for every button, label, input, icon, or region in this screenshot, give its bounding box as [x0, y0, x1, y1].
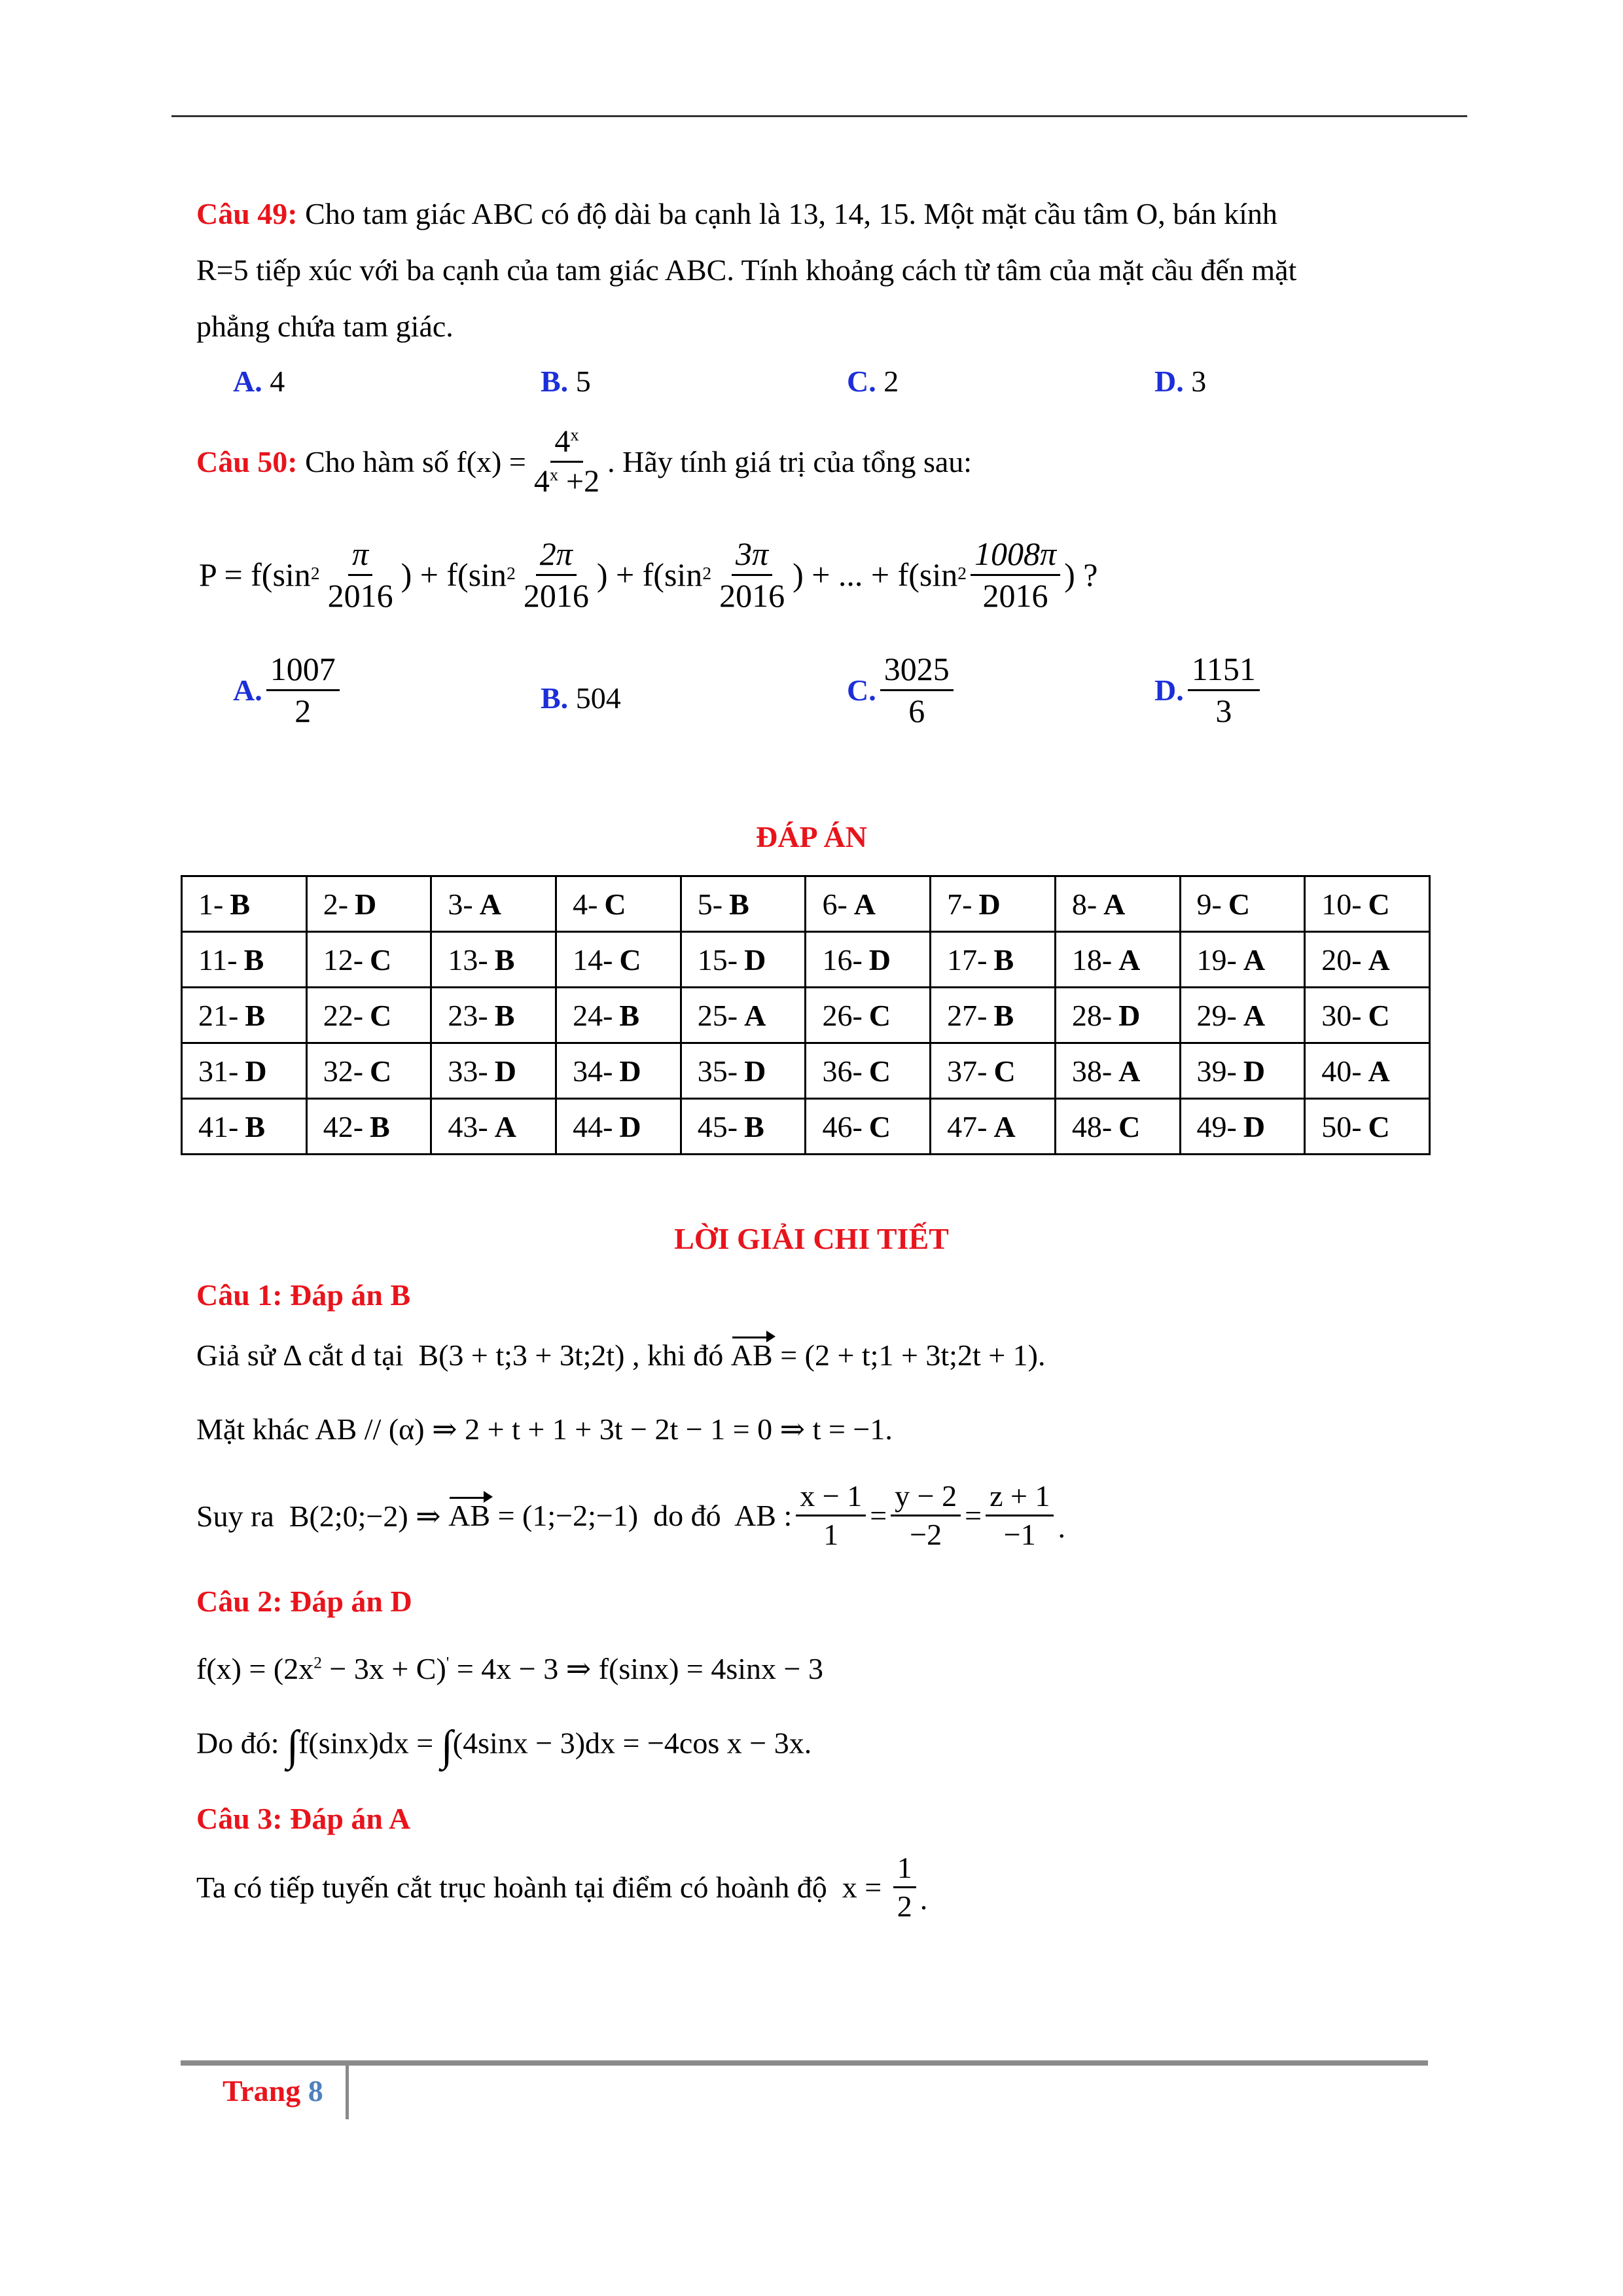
- answer-letter: C: [370, 998, 392, 1032]
- integral-sign: ∫: [440, 1722, 453, 1770]
- answer-number: 33-: [448, 1054, 488, 1088]
- answers-row: [182, 932, 1430, 988]
- header-rule: [171, 115, 1467, 117]
- s1-line-2: Mặt khác AB // (α) ⇒ 2 + t + 1 + 3t − 2t − 1 = 0 ⇒ t = −1.: [196, 1412, 893, 1446]
- answer-letter: A: [479, 887, 501, 921]
- answer-cell: [556, 1043, 681, 1099]
- answer-letter: C: [1368, 887, 1390, 921]
- answer-number: 39-: [1196, 1054, 1237, 1088]
- answer-letter: D: [744, 942, 766, 977]
- answer-number: 17-: [947, 942, 988, 977]
- answer-letter: B: [245, 998, 266, 1032]
- q49-line-2: [196, 253, 1296, 287]
- answer-number: 2-: [323, 887, 349, 921]
- answer-letter: A: [1118, 942, 1141, 977]
- answer-cell: [431, 988, 556, 1043]
- s1-heading: Câu 1: Đáp án B: [196, 1278, 411, 1312]
- answer-cell: [182, 1043, 307, 1099]
- answer-number: 32-: [323, 1054, 364, 1088]
- s2-heading: Câu 2: Đáp án D: [196, 1585, 412, 1618]
- q49-text-3: phẳng chứa tam giác.: [196, 310, 454, 343]
- q49-line-3: [196, 309, 454, 344]
- answer-letter: D: [868, 942, 891, 977]
- answer-number: 36-: [822, 1054, 863, 1088]
- answer-number: 10-: [1321, 887, 1362, 921]
- answer-number: 35-: [697, 1054, 738, 1088]
- answer-cell: [431, 1043, 556, 1099]
- answer-number: 38-: [1071, 1054, 1113, 1088]
- answer-cell: [182, 988, 307, 1043]
- q50-label: Câu 50:: [196, 445, 298, 479]
- answer-number: 5-: [697, 887, 723, 921]
- answer-letter: C: [1368, 998, 1390, 1032]
- answer-number: 41-: [198, 1109, 239, 1143]
- answer-cell: [931, 876, 1056, 932]
- answer-letter: C: [1118, 1109, 1141, 1143]
- answer-number: 3-: [448, 887, 473, 921]
- answer-letter: A: [993, 1109, 1016, 1143]
- q49-option-c[interactable]: C. 2: [847, 365, 899, 398]
- s2-line-1: $f(x) = (2x^2 - 3x + C)' = 4x - 3$ ⇒ f(sinx) = 4sinx − 3: [196, 1652, 823, 1685]
- solutions-title: LỜI GIẢI CHI TIẾT: [674, 1222, 949, 1255]
- answer-cell: [1055, 932, 1180, 988]
- answer-cell: [1180, 988, 1305, 1043]
- answer-number: 28-: [1071, 998, 1113, 1032]
- q50-line-1: Câu 50: Cho hàm số f(x) = $\frac{4^x}{4^x +2}$ . Hãy tính giá trị của tổng sau:: [196, 424, 972, 499]
- answer-number: 27-: [947, 998, 988, 1032]
- answer-cell: [931, 932, 1056, 988]
- answer-number: 23-: [448, 998, 488, 1032]
- answer-letter: A: [494, 1109, 516, 1143]
- answer-cell: [931, 988, 1056, 1043]
- answer-cell: [556, 932, 681, 988]
- answer-cell: [431, 1099, 556, 1155]
- answer-letter: D: [744, 1054, 766, 1088]
- answer-cell: [681, 1043, 806, 1099]
- answer-number: 26-: [822, 998, 863, 1032]
- integral-sign: ∫: [287, 1722, 299, 1770]
- page-number: [223, 2073, 323, 2108]
- answer-letter: B: [245, 1109, 266, 1143]
- answer-number: 12-: [323, 942, 364, 977]
- answer-number: 19-: [1196, 942, 1237, 977]
- answer-number: 15-: [697, 942, 738, 977]
- answer-letter: B: [230, 887, 251, 921]
- answer-number: 40-: [1321, 1054, 1362, 1088]
- q50-function-fraction: $\frac{4^x}{4^x +2}$: [533, 424, 600, 499]
- answer-number: 7-: [947, 887, 972, 921]
- answer-number: 9-: [1196, 887, 1222, 921]
- answer-number: 37-: [947, 1054, 988, 1088]
- answer-letter: B: [494, 942, 515, 977]
- answer-cell: [806, 932, 931, 988]
- answer-letter: A: [853, 887, 876, 921]
- answer-number: 11-: [198, 942, 238, 977]
- answer-letter: D: [245, 1054, 267, 1088]
- answer-letter: D: [1243, 1109, 1266, 1143]
- footer-rule: [181, 2060, 1428, 2066]
- answer-number: 18-: [1071, 942, 1113, 977]
- answer-cell: [306, 1043, 431, 1099]
- q50-function-lhs: f(x) =: [456, 445, 526, 479]
- answer-cell: [806, 1043, 931, 1099]
- q49-option-b[interactable]: B. 5: [541, 365, 591, 398]
- answer-number: 24-: [573, 998, 613, 1032]
- answer-number: 44-: [573, 1109, 613, 1143]
- answer-cell: [1055, 988, 1180, 1043]
- s1-line-1: Giả sử Δ cắt d tại B(3 + t;3 + 3t;2t) , khi đó AB = (2 + t;1 + 3t;2t + 1).: [196, 1338, 1046, 1372]
- answer-letter: C: [993, 1054, 1016, 1088]
- answer-number: 47-: [947, 1109, 988, 1143]
- answers-row: [182, 988, 1430, 1043]
- answer-letter: C: [868, 1054, 891, 1088]
- answers-row: [182, 876, 1430, 932]
- answer-cell: [306, 876, 431, 932]
- answer-letter: D: [978, 887, 1001, 921]
- answer-cell: [431, 932, 556, 988]
- answer-number: 34-: [573, 1054, 613, 1088]
- page-value: 8: [308, 2074, 323, 2108]
- answers-table: [181, 875, 1431, 1155]
- answer-cell: [1305, 876, 1430, 932]
- q49-line-1: [196, 196, 1277, 231]
- answer-cell: [182, 1099, 307, 1155]
- answer-cell: [681, 876, 806, 932]
- s3-line-1: Ta có tiếp tuyến cắt trục hoành tại điểm có hoành độ x = $\frac{1}{2}$ .: [196, 1851, 928, 1924]
- answer-letter: C: [619, 942, 641, 977]
- s3-heading: Câu 3: Đáp án A: [196, 1802, 411, 1835]
- answer-number: 49-: [1196, 1109, 1237, 1143]
- answer-number: 16-: [822, 942, 863, 977]
- answer-letter: D: [355, 887, 377, 921]
- answer-letter: A: [1243, 998, 1266, 1032]
- answer-number: 4-: [573, 887, 598, 921]
- answer-number: 42-: [323, 1109, 364, 1143]
- answer-number: 21-: [198, 998, 239, 1032]
- answer-letter: B: [993, 998, 1014, 1032]
- answer-number: 31-: [198, 1054, 239, 1088]
- q50-option-d[interactable]: D. $\frac{1151}{3}$: [1154, 652, 1264, 728]
- answers-row: [182, 1043, 1430, 1099]
- answer-letter: A: [1368, 942, 1390, 977]
- answer-letter: B: [619, 998, 640, 1032]
- answer-cell: [1305, 988, 1430, 1043]
- answer-number: 43-: [448, 1109, 488, 1143]
- answer-number: 20-: [1321, 942, 1362, 977]
- answer-letter: A: [1103, 887, 1126, 921]
- q49-text-1: Cho tam giác ABC có độ dài ba cạnh là 13, 14, 15. Một mặt cầu tâm O, bán kính: [297, 197, 1277, 230]
- q50-option-b[interactable]: B. 504: [541, 681, 621, 715]
- vector-ab: AB: [448, 1499, 491, 1533]
- answer-letter: B: [243, 942, 264, 977]
- answer-cell: [806, 876, 931, 932]
- answer-cell: [1180, 1099, 1305, 1155]
- answer-cell: [1305, 1043, 1430, 1099]
- footer-divider: [346, 2066, 349, 2119]
- answer-cell: [431, 876, 556, 932]
- q50-sum-expression: P = f(sin 2 $\frac{\pi}{2016}$ ) + f(sin 2 $\frac{2\pi}{2016}$ ) + f(sin 2 $\frac{3\pi}{2016}$ ) + ... + f(sin 2 $\frac{1008\pi}{2016}$ ) ?: [199, 535, 1098, 614]
- answer-number: 29-: [1196, 998, 1237, 1032]
- answer-cell: [1055, 1043, 1180, 1099]
- s2-line-2: Do đó: ∫f(sinx)dx = ∫(4sinx − 3)dx = −4cos x − 3x.: [196, 1722, 812, 1770]
- answer-cell: [1180, 1043, 1305, 1099]
- answer-letter: C: [370, 942, 392, 977]
- answer-cell: [931, 1043, 1056, 1099]
- answer-letter: C: [868, 1109, 891, 1143]
- answer-number: 48-: [1071, 1109, 1113, 1143]
- answer-letter: D: [494, 1054, 516, 1088]
- answer-number: 8-: [1071, 887, 1097, 921]
- answer-letter: C: [868, 998, 891, 1032]
- answer-letter: C: [1368, 1109, 1390, 1143]
- answer-cell: [306, 932, 431, 988]
- s1-line-3: Suy ra B(2;0;−2) ⇒ AB = (1;−2;−1) do đó AB : $\frac{x - 1}{1}$ = $\frac{y - 2}{-2}$ = $\frac{z + 1}{-1}$ .: [196, 1479, 1065, 1552]
- answer-letter: B: [494, 998, 515, 1032]
- answer-letter: B: [370, 1109, 390, 1143]
- q49-option-a[interactable]: A. 4: [233, 365, 285, 398]
- answer-cell: [182, 876, 307, 932]
- answer-letter: B: [729, 887, 749, 921]
- answer-cell: [1055, 1099, 1180, 1155]
- answer-letter: A: [1243, 942, 1266, 977]
- answer-number: 30-: [1321, 998, 1362, 1032]
- page-label: Trang: [223, 2074, 301, 2108]
- answer-letter: D: [1118, 998, 1141, 1032]
- answer-cell: [182, 932, 307, 988]
- answer-cell: [681, 988, 806, 1043]
- answer-number: 1-: [198, 887, 224, 921]
- answer-number: 50-: [1321, 1109, 1362, 1143]
- answer-letter: C: [604, 887, 626, 921]
- answer-letter: C: [1228, 887, 1251, 921]
- answer-cell: [1180, 932, 1305, 988]
- answer-cell: [306, 988, 431, 1043]
- answer-number: 6-: [822, 887, 847, 921]
- answer-letter: C: [370, 1054, 392, 1088]
- answer-number: 45-: [697, 1109, 738, 1143]
- q50-option-c[interactable]: C. $\frac{3025}{6}$: [847, 652, 957, 728]
- answer-cell: [1305, 1099, 1430, 1155]
- vector-ab: AB: [730, 1338, 773, 1372]
- answer-cell: [931, 1099, 1056, 1155]
- answer-letter: A: [1118, 1054, 1141, 1088]
- answer-letter: A: [1368, 1054, 1390, 1088]
- answer-number: 14-: [573, 942, 613, 977]
- answer-letter: D: [1243, 1054, 1266, 1088]
- q50-option-a[interactable]: A. $\frac{1007}{2}$: [233, 652, 344, 728]
- answer-cell: [806, 988, 931, 1043]
- answer-letter: D: [619, 1054, 641, 1088]
- answers-title: ĐÁP ÁN: [756, 820, 867, 853]
- answer-cell: [556, 876, 681, 932]
- answer-cell: [1180, 876, 1305, 932]
- answer-cell: [556, 1099, 681, 1155]
- answer-letter: D: [619, 1109, 641, 1143]
- answer-letter: A: [744, 998, 766, 1032]
- answer-cell: [806, 1099, 931, 1155]
- answer-letter: B: [744, 1109, 764, 1143]
- q49-text-2: R=5 tiếp xúc với ba cạnh của tam giác ABC. Tính khoảng cách từ tâm của mặt cầu đến mặt: [196, 253, 1297, 287]
- answer-number: 25-: [697, 998, 738, 1032]
- answer-cell: [681, 932, 806, 988]
- answer-number: 13-: [448, 942, 488, 977]
- answer-number: 46-: [822, 1109, 863, 1143]
- answer-cell: [1055, 876, 1180, 932]
- q49-label: Câu 49:: [196, 197, 298, 230]
- answers-row: [182, 1099, 1430, 1155]
- answer-cell: [1305, 932, 1430, 988]
- answer-letter: B: [993, 942, 1014, 977]
- answer-cell: [556, 988, 681, 1043]
- answer-cell: [681, 1099, 806, 1155]
- answer-cell: [306, 1099, 431, 1155]
- answer-number: 22-: [323, 998, 364, 1032]
- q49-option-d[interactable]: D. 3: [1154, 365, 1207, 398]
